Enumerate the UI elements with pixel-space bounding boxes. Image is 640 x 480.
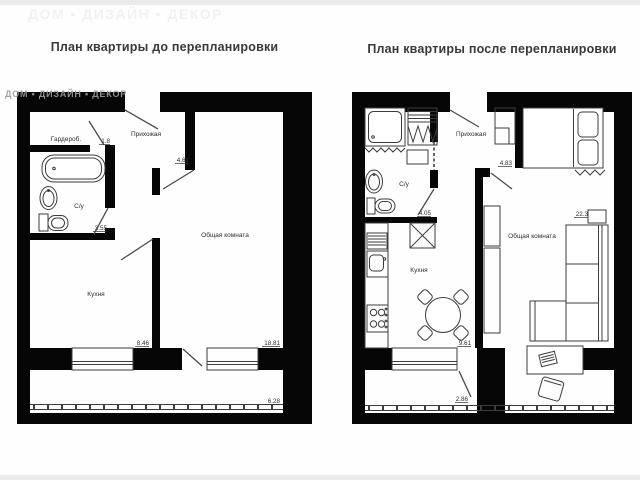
bathroom-area: 4.05 (418, 210, 431, 217)
kitchen-sink-icon (367, 251, 388, 277)
wardrobe-area: 1.8 (101, 138, 110, 145)
balcony-area: 6.28 (267, 398, 280, 405)
bathroom-cabinet (407, 150, 428, 164)
title-after: План квартиры после перепланировки (367, 42, 617, 56)
appliance-icon (367, 233, 387, 249)
sink-icon (366, 170, 383, 193)
kitchen-area: 8.46 (136, 340, 149, 347)
hallway-label: Прихожая (130, 131, 162, 138)
kitchen-area: 9.61 (458, 340, 471, 347)
bathroom-label: С/у (399, 181, 409, 188)
tile-zigzag (365, 148, 405, 152)
hallway-area: 4.61 (176, 157, 189, 164)
sofa-icon (530, 225, 608, 341)
toilet-icon (367, 198, 395, 214)
desk-icon (527, 346, 583, 374)
balcony-area: 2.86 (455, 396, 468, 403)
bed-icon (523, 108, 605, 175)
living-area: 22.3 (575, 211, 588, 218)
stove-icon (367, 305, 388, 332)
living-window (207, 348, 258, 370)
floor-plan-before (17, 88, 312, 424)
living-door-leaf (163, 170, 194, 189)
entrance-door-leaf (125, 110, 158, 129)
balcony-door-leaf (459, 371, 471, 397)
kitchen-window (392, 348, 457, 370)
top-edge-strip (0, 0, 640, 5)
living-door-leaf (491, 173, 512, 189)
bathroom-label: С/у (74, 203, 84, 210)
kitchen-counter (365, 223, 388, 348)
bathtub-icon (42, 155, 105, 182)
title-before: План квартиры до перепланировки (50, 40, 279, 54)
desk-chair-icon (538, 376, 565, 401)
tv-unit (484, 206, 500, 333)
hall-cabinet (495, 108, 515, 144)
vent-shaft-icon (410, 223, 435, 248)
wall-watermark: ДОМ • ДИЗАЙН • ДЕКОР (5, 89, 128, 99)
toilet-icon (39, 214, 68, 231)
living-label: Общая комната (508, 233, 556, 240)
wardrobe-label: Гардероб. (50, 136, 82, 143)
bottom-edge-strip (0, 475, 640, 480)
hallway-label: Прихожая (455, 131, 487, 138)
kitchen-window (72, 348, 133, 370)
nightstand (588, 210, 606, 223)
balcony-glazing (30, 405, 283, 410)
kitchen-label: Кухня (87, 291, 105, 298)
bathroom-area: 3.55 (94, 225, 107, 232)
living-label: Общая комната (201, 232, 249, 239)
kitchen-door-leaf (121, 239, 153, 260)
shower-icon (365, 108, 405, 152)
living-area: 18.81 (264, 340, 280, 347)
corner-watermark: ДОМ • ДИЗАЙН • ДЕКОР (28, 6, 224, 22)
floor-plan-after (352, 88, 632, 424)
entrance-door-leaf (450, 110, 479, 127)
balcony-door-leaf (183, 349, 202, 366)
dining-table-icon (417, 289, 470, 342)
sink-icon (40, 187, 57, 210)
kitchen-label: Кухня (410, 267, 428, 274)
blanket-zigzag (575, 170, 605, 175)
hallway-area: 4.83 (499, 160, 512, 167)
